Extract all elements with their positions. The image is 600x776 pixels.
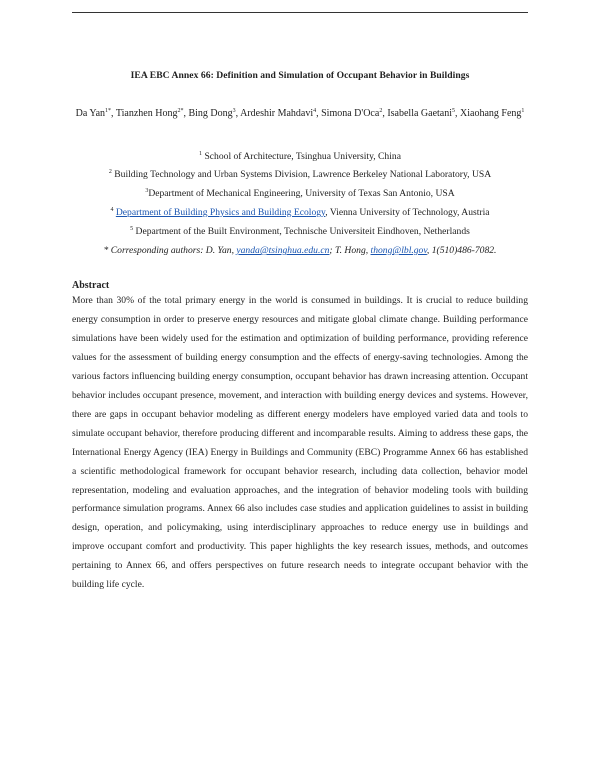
author-name: Ardeshir Mahdavi bbox=[240, 108, 314, 119]
affiliation-sup: 4 bbox=[110, 207, 114, 213]
affiliation-sup: 2 bbox=[108, 169, 112, 175]
email-link-hong[interactable]: thong@lbl.gov bbox=[370, 245, 427, 256]
author-name: Isabella Gaetani bbox=[387, 108, 452, 119]
affiliation-text: Building Technology and Urban Systems Division, Lawrence Berkeley National Laboratory, USA bbox=[114, 169, 492, 180]
email-link-yan[interactable]: yanda@tsinghua.edu.cn bbox=[236, 245, 330, 256]
author-sup: 4 bbox=[313, 108, 317, 114]
author-sup: 2* bbox=[177, 108, 184, 114]
author-sup: 1* bbox=[105, 108, 112, 114]
affiliation-1 bbox=[0, 151, 600, 162]
author-name: Bing Dong bbox=[188, 108, 233, 119]
corresponding-middle: ; T. Hong, bbox=[329, 245, 371, 256]
abstract-heading: Abstract bbox=[72, 280, 110, 291]
affiliation-3 bbox=[0, 188, 600, 199]
author-sup: 5 bbox=[452, 108, 455, 114]
corresponding-suffix: , 1(510)486-7082. bbox=[426, 245, 497, 256]
author-list: Da Yan$^{1*}$, Tianzhen Hong$^{2*}$, Bing Dong$^3$, Ardeshir Mahdavi$^4$, Simona D'Oca$^2$, Isabella Gaetani$^5$, Xiaohang Feng$^1$ bbox=[75, 108, 525, 119]
corresponding-authors bbox=[0, 245, 600, 256]
corresponding-prefix: * Corresponding authors: D. Yan, bbox=[103, 245, 237, 256]
affiliation-4 bbox=[0, 207, 600, 218]
affiliation-text: Department of Mechanical Engineering, University of Texas San Antonio, USA bbox=[148, 188, 455, 199]
author-sup: 1 bbox=[521, 108, 525, 114]
abstract-body: More than 30% of the total primary energy in the world is consumed in buildings. It is crucial to reduce building energy consumption in order to preserve energy resources and mitigate global climate change. Building performance simulations have been widely used for the estimation and optimization of building performance, providing reference values for the assessment of building energy consumption and the effects of energy-saving technologies. Among the various factors influencing building energy consumption, occupant behavior has drawn increasing attention. Occupant behavior includes occupant presence, movement, and interaction with building energy devices and systems. However, there are gaps in occupant behavior modeling as different energy modelers have employed varied data and tools to simulate occupant behavior, therefore producing different and incomparable results. Aiming to address these gaps, the International Energy Agency (IEA) Energy in Buildings and Community (EBC) Programme Annex 66 has established a scientific methodological framework for occupant behavior research, including data collection, behavior model representation, modeling and evaluation approaches, and the integration of behavior modeling tools with building performance simulation programs. Annex 66 also includes case studies and application guidelines to assist in building design, operation, and policymaking, using interdisciplinary approaches to reduce energy use in buildings and improve occupant comfort and productivity. This paper highlights the key research issues, methods, and outcomes pertaining to Annex 66, and offers perspectives on future research needs to integrate occupant behavior with the building life cycle. bbox=[72, 295, 528, 591]
affiliation-text: , Vienna University of Technology, Austria bbox=[325, 207, 490, 218]
author-name: Simona D'Oca bbox=[321, 108, 380, 119]
affiliation-text: Department of the Built Environment, Technische Universiteit Eindhoven, Netherlands bbox=[135, 226, 470, 237]
author-sup: 3 bbox=[232, 108, 236, 114]
top-rule bbox=[72, 12, 528, 13]
author-name: Xiaohang Feng bbox=[460, 108, 522, 119]
affiliation-5 bbox=[0, 226, 600, 237]
affiliation-2 bbox=[0, 169, 600, 180]
author-name: Tianzhen Hong bbox=[115, 108, 178, 119]
affiliation-sup: 3 bbox=[145, 188, 149, 194]
affiliation-sup: 5 bbox=[130, 226, 134, 232]
affiliation-link[interactable]: Department of Building Physics and Building Ecology bbox=[115, 207, 326, 218]
author-name: Da Yan bbox=[75, 108, 106, 119]
author-sup: 2 bbox=[379, 108, 383, 114]
paper-title: IEA EBC Annex 66: Definition and Simulation of Occupant Behavior in Buildings bbox=[130, 70, 470, 81]
affiliation-sup: 1 bbox=[199, 151, 203, 157]
affiliation-text: School of Architecture, Tsinghua University, China bbox=[204, 151, 401, 162]
